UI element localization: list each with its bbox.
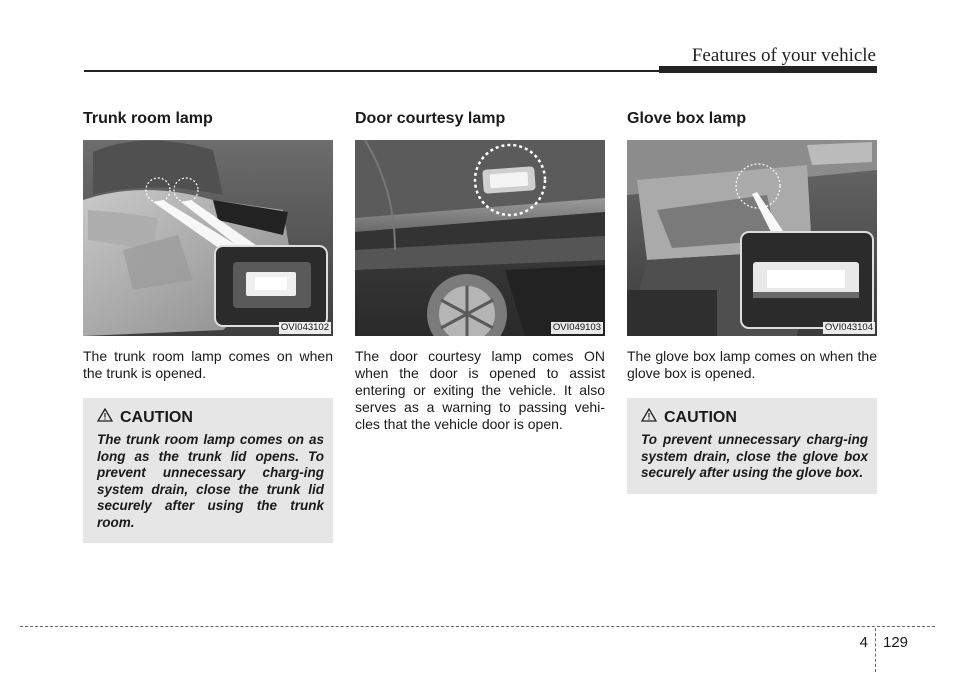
door-courtesy-lamp-illustration bbox=[355, 140, 605, 336]
page-number: 129 bbox=[883, 634, 909, 651]
glove-box-lamp-image bbox=[627, 140, 877, 336]
door-courtesy-lamp-image bbox=[355, 140, 605, 336]
page-header-title: Features of your vehicle bbox=[691, 45, 876, 66]
caution-text: To prevent unnecessary charg-ing system drain, close the glove box securely after using the glove box. bbox=[641, 432, 868, 480]
figure-code: OVI043102 bbox=[280, 322, 329, 333]
caution-text: The trunk room lamp comes on as long as the trunk lid opens. To prevent unnecessary charg-ing system drain, close the trunk lid securely after using the trunk room. bbox=[97, 432, 324, 530]
footer-divider bbox=[875, 628, 876, 672]
caution-box bbox=[627, 398, 877, 494]
section-door-courtesy-lamp bbox=[355, 108, 605, 433]
header-rule-accent bbox=[659, 66, 877, 73]
figure-code: OVI043104 bbox=[824, 322, 873, 333]
section-body-text: The door courtesy lamp comes ON when the door is opened to assist entering or exiting the vehicle. It also serves as a warning to passing vehi-cles that the vehicle door is open. bbox=[355, 348, 605, 432]
trunk-lamp-illustration bbox=[83, 140, 333, 336]
section-title: Glove box lamp bbox=[627, 110, 747, 127]
warning-triangle-icon bbox=[97, 408, 113, 427]
section-title: Trunk room lamp bbox=[83, 110, 213, 127]
section-title: Door courtesy lamp bbox=[355, 110, 506, 127]
section-trunk-room-lamp bbox=[83, 108, 333, 543]
section-glove-box-lamp bbox=[627, 108, 877, 494]
footer-rule bbox=[20, 626, 935, 627]
section-body-text: The glove box lamp comes on when the glove box is opened. bbox=[627, 348, 877, 381]
caution-title: CAUTION bbox=[120, 408, 193, 426]
figure-code: OVI049103 bbox=[552, 322, 601, 333]
warning-triangle-icon bbox=[641, 408, 657, 427]
caution-box bbox=[83, 398, 333, 543]
glove-box-lamp-illustration bbox=[627, 140, 877, 336]
section-body-text: The trunk room lamp comes on when the trunk is opened. bbox=[83, 348, 333, 381]
caution-title: CAUTION bbox=[664, 408, 737, 426]
chapter-number: 4 bbox=[859, 634, 868, 651]
trunk-lamp-image bbox=[83, 140, 333, 336]
header-rule bbox=[84, 70, 659, 72]
